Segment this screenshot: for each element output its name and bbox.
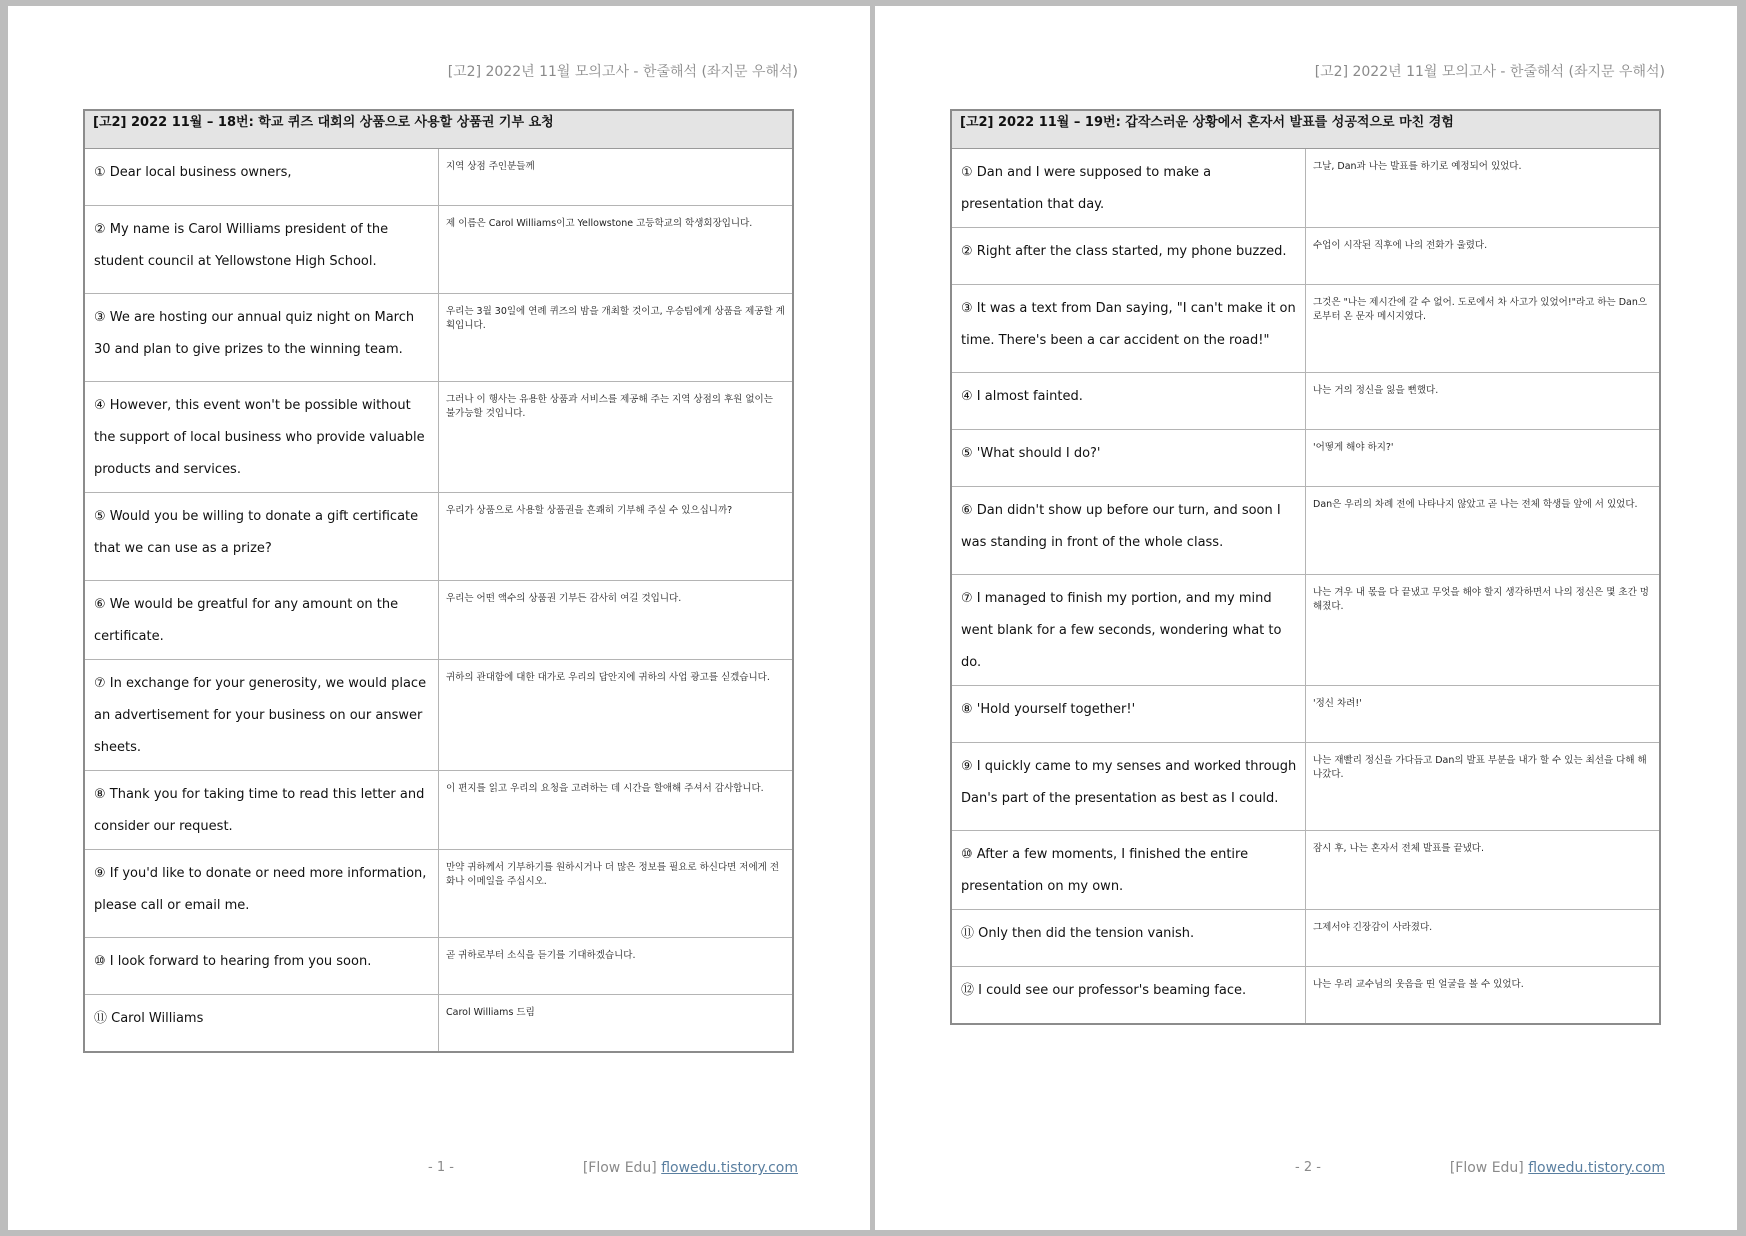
footer-link[interactable]: flowedu.tistory.com	[661, 1160, 798, 1176]
english-sentence: ⑩ I look forward to hearing from you soon.	[84, 938, 439, 995]
korean-translation: '어떻게 해야 하지?'	[1306, 430, 1661, 487]
table-row	[951, 430, 1660, 487]
korean-translation: 그러나 이 행사는 유용한 상품과 서비스를 제공해 주는 지역 상점의 후원 없이는 불가능할 것입니다.	[439, 382, 794, 493]
english-sentence: ⑦ I managed to finish my portion, and my mind went blank for a few seconds, wondering what to do.	[951, 575, 1306, 686]
english-sentence: ⑪ Only then did the tension vanish.	[951, 910, 1306, 967]
korean-translation: 우리가 상품으로 사용할 상품권을 흔쾌히 기부해 주실 수 있으십니까?	[439, 493, 794, 581]
english-sentence: ② My name is Carol Williams president of the student council at Yellowstone High School.	[84, 206, 439, 294]
page-footer	[1450, 1160, 1665, 1176]
page-footer	[583, 1160, 798, 1176]
korean-translation: 나는 우리 교수님의 웃음을 띤 얼굴을 볼 수 있었다.	[1306, 967, 1661, 1024]
table-row	[951, 910, 1660, 967]
english-sentence: ⑨ If you'd like to donate or need more information, please call or email me.	[84, 850, 439, 938]
table-row	[951, 831, 1660, 910]
korean-translation: 그날, Dan과 나는 발표를 하기로 예정되어 있었다.	[1306, 149, 1661, 228]
english-sentence: ② Right after the class started, my phone buzzed.	[951, 228, 1306, 285]
english-sentence: ⑧ Thank you for taking time to read this letter and consider our request.	[84, 771, 439, 850]
table-title: [고2] 2022 11월 – 19번: 갑작스러운 상황에서 혼자서 발표를 성공적으로 마친 경험	[951, 110, 1660, 149]
korean-translation: 지역 상점 주인분들께	[439, 149, 794, 206]
table-title: [고2] 2022 11월 – 18번: 학교 퀴즈 대회의 상품으로 사용할 상품권 기부 요청	[84, 110, 793, 149]
footer-link[interactable]: flowedu.tistory.com	[1528, 1160, 1665, 1176]
english-sentence: ⑥ We would be greatful for any amount on the certificate.	[84, 581, 439, 660]
english-sentence: ③ We are hosting our annual quiz night on March 30 and plan to give prizes to the winning team.	[84, 294, 439, 382]
table-row	[84, 581, 793, 660]
table-row	[84, 771, 793, 850]
english-sentence: ⑥ Dan didn't show up before our turn, and soon I was standing in front of the whole class.	[951, 487, 1306, 575]
table-row	[951, 373, 1660, 430]
korean-translation: 그제서야 긴장감이 사라졌다.	[1306, 910, 1661, 967]
table-row	[84, 294, 793, 382]
korean-translation: 나는 거의 정신을 잃을 뻔했다.	[1306, 373, 1661, 430]
korean-translation: 이 편지를 읽고 우리의 요청을 고려하는 데 시간을 할애해 주셔서 감사합니다.	[439, 771, 794, 850]
page-header: [고2] 2022년 11월 모의고사 - 한줄해석 (좌지문 우해석)	[1314, 64, 1665, 80]
english-sentence: ⑦ In exchange for your generosity, we would place an advertisement for your business on our answer sheets.	[84, 660, 439, 771]
english-sentence: ① Dear local business owners,	[84, 149, 439, 206]
english-sentence: ⑫ I could see our professor's beaming face.	[951, 967, 1306, 1024]
korean-translation: 곧 귀하로부터 소식을 듣기를 기대하겠습니다.	[439, 938, 794, 995]
table-row	[951, 686, 1660, 743]
english-sentence: ④ However, this event won't be possible without the support of local business who provide valuable products and services.	[84, 382, 439, 493]
english-sentence: ⑨ I quickly came to my senses and worked through Dan's part of the presentation as best as I could.	[951, 743, 1306, 831]
korean-translation: 수업이 시작된 직후에 나의 전화가 울렸다.	[1306, 228, 1661, 285]
table-row	[951, 967, 1660, 1024]
english-sentence: ⑩ After a few moments, I finished the entire presentation on my own.	[951, 831, 1306, 910]
table-row	[84, 382, 793, 493]
table-row	[951, 149, 1660, 228]
table-row	[951, 487, 1660, 575]
korean-translation: 나는 겨우 내 몫을 다 끝냈고 무엇을 해야 할지 생각하면서 나의 정신은 몇 초간 멍해졌다.	[1306, 575, 1661, 686]
korean-translation: 잠시 후, 나는 혼자서 전체 발표를 끝냈다.	[1306, 831, 1661, 910]
document-page-2	[875, 6, 1737, 1230]
korean-translation: 나는 재빨리 정신을 가다듬고 Dan의 발표 부분을 내가 할 수 있는 최선을 다해 해 나갔다.	[1306, 743, 1661, 831]
footer-brand: [Flow Edu]	[1449, 1160, 1524, 1176]
korean-translation: '정신 차려!'	[1306, 686, 1661, 743]
english-sentence: ④ I almost fainted.	[951, 373, 1306, 430]
english-sentence: ① Dan and I were supposed to make a presentation that day.	[951, 149, 1306, 228]
sentence-table	[950, 109, 1661, 1025]
table-row	[84, 493, 793, 581]
table-row	[84, 149, 793, 206]
english-sentence: ⑤ Would you be willing to donate a gift certificate that we can use as a prize?	[84, 493, 439, 581]
korean-translation: Dan은 우리의 차례 전에 나타나지 않았고 곧 나는 전체 학생들 앞에 서 있었다.	[1306, 487, 1661, 575]
korean-translation: 우리는 어떤 액수의 상품권 기부든 감사히 여길 것입니다.	[439, 581, 794, 660]
document-page-1	[8, 6, 870, 1230]
english-sentence: ⑧ 'Hold yourself together!'	[951, 686, 1306, 743]
page-number: - 1 -	[428, 1160, 454, 1175]
table-row	[951, 228, 1660, 285]
english-sentence: ③ It was a text from Dan saying, "I can't make it on time. There's been a car accident on the road!"	[951, 285, 1306, 373]
english-sentence: ⑪ Carol Williams	[84, 995, 439, 1052]
footer-brand: [Flow Edu]	[582, 1160, 657, 1176]
table-row	[84, 850, 793, 938]
korean-translation: 제 이름은 Carol Williams이고 Yellowstone 고등학교의 학생회장입니다.	[439, 206, 794, 294]
table-row	[951, 743, 1660, 831]
table-row	[84, 938, 793, 995]
table-row	[84, 660, 793, 771]
korean-translation: Carol Williams 드림	[439, 995, 794, 1052]
table-row	[951, 575, 1660, 686]
page-number: - 2 -	[1295, 1160, 1321, 1175]
english-sentence: ⑤ 'What should I do?'	[951, 430, 1306, 487]
page-header: [고2] 2022년 11월 모의고사 - 한줄해석 (좌지문 우해석)	[447, 64, 798, 80]
table-row	[84, 206, 793, 294]
korean-translation: 그것은 "나는 제시간에 갈 수 없어. 도로에서 차 사고가 있었어!"라고 하는 Dan으로부터 온 문자 메시지였다.	[1306, 285, 1661, 373]
sentence-table	[83, 109, 794, 1053]
table-row	[951, 285, 1660, 373]
korean-translation: 만약 귀하께서 기부하기를 원하시거나 더 많은 정보를 필요로 하신다면 저에게 전화나 이메일을 주십시오.	[439, 850, 794, 938]
korean-translation: 우리는 3월 30일에 연례 퀴즈의 밤을 개최할 것이고, 우승팀에게 상품을 제공할 계획입니다.	[439, 294, 794, 382]
korean-translation: 귀하의 관대함에 대한 대가로 우리의 답안지에 귀하의 사업 광고를 싣겠습니다.	[439, 660, 794, 771]
table-row	[84, 995, 793, 1052]
